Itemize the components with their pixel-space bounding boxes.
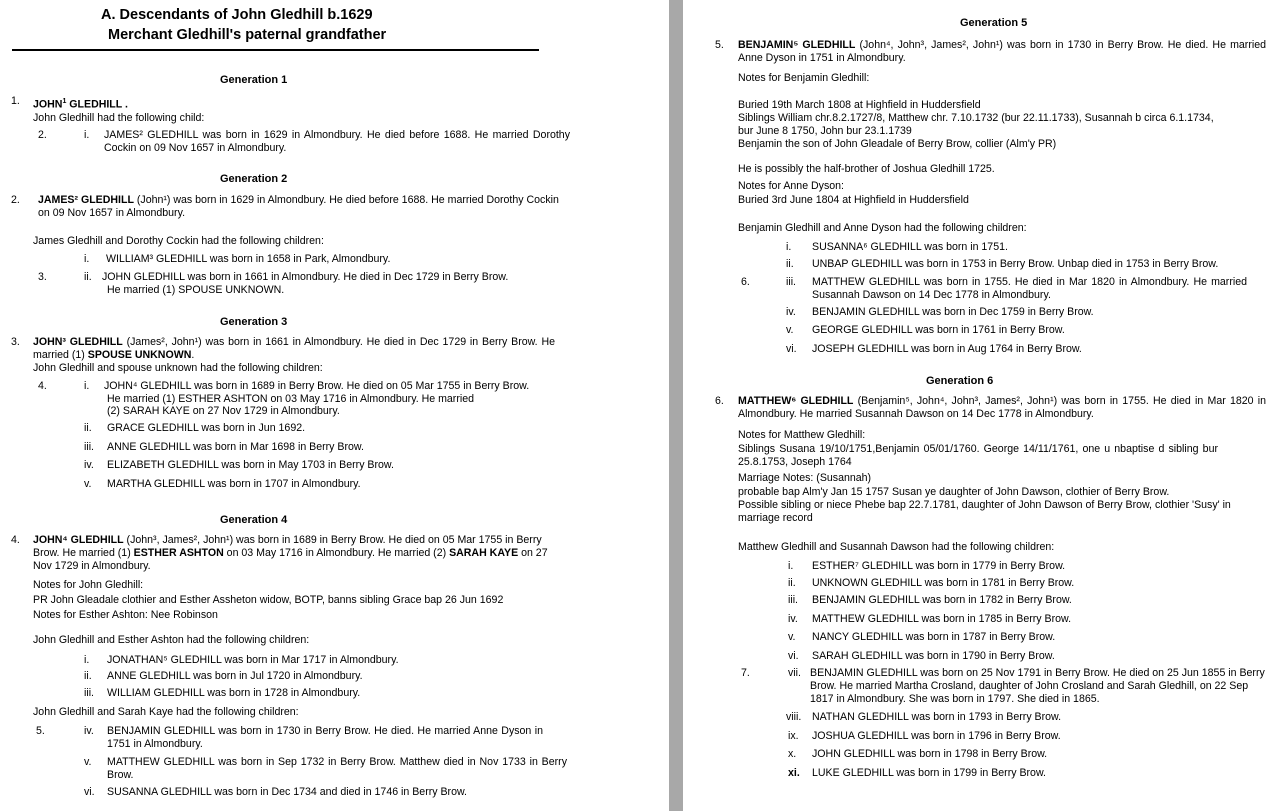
child-index: 7. <box>741 667 750 679</box>
child-entry: BENJAMIN GLEDHILL was born in 1730 in Berry Brow. He died. He married Anne Dyson in 1751 in Almondbury. <box>107 725 543 750</box>
child-entry: ANNE GLEDHILL was born in Mar 1698 in Berry Brow. <box>107 441 364 453</box>
child-entry: MATTHEW GLEDHILL was born in 1755. He died in Mar 1820 in Almondbury. He married Susannah Dawson on 14 Dec 1778 in Almondbury. <box>812 276 1247 301</box>
child-roman-numeral: iv. <box>788 613 798 625</box>
child-roman-numeral: ii. <box>786 258 794 270</box>
child-roman-numeral: iii. <box>84 687 95 699</box>
child-entry: GRACE GLEDHILL was born in Jun 1692. <box>107 422 306 434</box>
child-entry: GEORGE GLEDHILL was born in 1761 in Berry Brow. <box>812 324 1065 336</box>
generation-6-heading: Generation 6 <box>926 375 994 387</box>
child-roman-numeral: iv. <box>84 725 94 737</box>
child-entry: SARAH GLEDHILL was born in 1790 in Berry Brow. <box>812 650 1055 662</box>
person-6-entry: MATTHEW⁶ GLEDHILL (Benjamin⁵, John⁴, John³, James², John¹) was born in 1755. He died in Mar 1820 in Almondbury. He married Susannah Dawson on 14 Dec 1778 in Almondbury. <box>738 395 1266 420</box>
notes-heading: Notes for Benjamin Gledhill: <box>738 72 870 84</box>
child-roman-numeral: vii. <box>788 667 801 679</box>
person-3-children-intro: John Gledhill and spouse unknown had the following children: <box>33 362 323 374</box>
child-entry: LUKE GLEDHILL was born in 1799 in Berry Brow. <box>812 767 1046 779</box>
person-4-entry: JOHN⁴ GLEDHILL (John³, James², John¹) was born in 1689 in Berry Brow. He died on 05 Mar 1755 in Berry Brow. He married (1) ESTHER ASHTON on 03 May 1716 in Almondbury. He married (2) SARAH KAYE on 27 Nov 1729 in Almondbury. <box>33 534 548 572</box>
child-roman-numeral: iii. <box>786 276 797 288</box>
child-entry: UNKNOWN GLEDHILL was born in 1781 in Berry Brow. <box>812 577 1075 589</box>
generation-5-heading: Generation 5 <box>960 17 1028 29</box>
person-3-entry: JOHN³ GLEDHILL (James², John¹) was born in 1661 in Almondbury. He died in Dec 1729 in Berry Brow. He married (1) SPOUSE UNKNOWN. <box>33 336 555 361</box>
person-4-children-intro: John Gledhill and Esther Ashton had the following children: <box>33 634 310 646</box>
child-index: 4. <box>38 380 47 392</box>
child-roman-numeral: x. <box>788 748 797 760</box>
child-index: 3. <box>38 271 47 283</box>
child-index: 5. <box>36 725 45 737</box>
child-entry: ELIZABETH GLEDHILL was born in May 1703 in Berry Brow. <box>107 459 394 471</box>
child-roman-numeral: ix. <box>788 730 799 742</box>
child-entry: JOSHUA GLEDHILL was born in 1796 in Berry Brow. <box>812 730 1061 742</box>
child-roman-numeral: ii. <box>84 422 92 434</box>
child-entry: NANCY GLEDHILL was born in 1787 in Berry Brow. <box>812 631 1056 643</box>
child-entry: JOSEPH GLEDHILL was born in Aug 1764 in Berry Brow. <box>812 343 1082 355</box>
right-document-page <box>683 0 1285 811</box>
child-roman-numeral: viii. <box>786 711 802 723</box>
child-entry: JOHN⁴ GLEDHILL was born in 1689 in Berry Brow. He died on 05 Mar 1755 in Berry Brow. <box>104 380 530 392</box>
generation-4-heading: Generation 4 <box>220 514 288 526</box>
child-entry: SUSANNA GLEDHILL was born in Dec 1734 and died in 1746 in Berry Brow. <box>107 786 467 798</box>
notes-line: Siblings Susana 19/10/1751,Benjamin 05/01/1760. George 14/11/1761, one u nbaptise d sibling bur 25.8.1753, Joseph 1764 <box>738 443 1218 468</box>
notes-line: Notes for Esther Ashton: Nee Robinson <box>33 609 218 621</box>
person-2-entry: JAMES² GLEDHILL (John¹) was born in 1629 in Almondbury. He died before 1688. He married Dorothy Cockin on 09 Nov 1657 in Almondbury. <box>38 194 559 219</box>
page-gutter <box>669 0 683 811</box>
child-index: 6. <box>741 276 750 288</box>
child-entry: BENJAMIN GLEDHILL was born in Dec 1759 in Berry Brow. <box>812 306 1094 318</box>
child-entry: JONATHAN⁵ GLEDHILL was born in Mar 1717 in Almondbury. <box>107 654 399 666</box>
generation-3-heading: Generation 3 <box>220 316 288 328</box>
child-roman-numeral: i. <box>84 380 90 392</box>
child-roman-numeral: iii. <box>84 441 95 453</box>
child-entry: ESTHER⁷ GLEDHILL was born in 1779 in Berry Brow. <box>812 560 1066 572</box>
child-entry: MARTHA GLEDHILL was born in 1707 in Almondbury. <box>107 478 361 490</box>
child-roman-numeral: vi. <box>788 650 799 662</box>
child-roman-numeral: ii. <box>84 271 92 283</box>
person-5-index: 5. <box>715 39 724 51</box>
child-entry: WILLIAM³ GLEDHILL was born in 1658 in Park, Almondbury. <box>106 253 391 265</box>
child-entry-continued: (2) SARAH KAYE on 27 Nov 1729 in Almondbury. <box>107 405 340 417</box>
child-entry: WILLIAM GLEDHILL was born in 1728 in Almondbury. <box>107 687 361 699</box>
child-entry: BENJAMIN GLEDHILL was born on 25 Nov 1791 in Berry Brow. He died on 25 Jun 1855 in Berry Brow. He married Martha Crosland, daughter of John Crosland and Sarah Gledhill, on 22 Sep 1817 in Almondbury. She was born in 1797. She died in 1865. <box>810 667 1265 705</box>
notes-line: Buried 3rd June 1804 at Highfield in Huddersfield <box>738 194 969 206</box>
child-entry: MATTHEW GLEDHILL was born in 1785 in Berry Brow. <box>812 613 1072 625</box>
generation-2-heading: Generation 2 <box>220 173 288 185</box>
child-roman-numeral: xi. <box>788 767 800 779</box>
child-roman-numeral: i. <box>84 654 90 666</box>
title-rule <box>12 49 539 51</box>
child-entry: JAMES² GLEDHILL was born in 1629 in Almondbury. He died before 1688. He married Dorothy Cockin on 09 Nov 1657 in Almondbury. <box>104 129 570 154</box>
notes-line: Siblings William chr.8.2.1727/8, Matthew chr. 7.10.1732 (bur 22.11.1733), Susannah b circa 6.1.1734, bur June 8 1750, John bur 23.1.1739 <box>738 112 1214 137</box>
notes-line: He is possibly the half-brother of Joshua Gledhill 1725. <box>738 163 995 175</box>
child-roman-numeral: iv. <box>786 306 796 318</box>
person-3-index: 3. <box>11 336 20 348</box>
child-index: 2. <box>38 129 47 141</box>
person-1-children-intro: John Gledhill had the following child: <box>33 112 205 124</box>
generation-1-heading: Generation 1 <box>220 74 288 86</box>
child-roman-numeral: v. <box>84 756 92 768</box>
notes-heading: Marriage Notes: (Susannah) <box>738 472 872 484</box>
notes-line: probable bap Alm'y Jan 15 1757 Susan ye daughter of John Dawson, clothier of Berry Brow. <box>738 486 1170 498</box>
person-5-entry: BENJAMIN⁵ GLEDHILL (John⁴, John³, James², John¹) was born in 1730 in Berry Brow. He died. He married Anne Dyson in 1751 in Almondbury. <box>738 39 1266 64</box>
person-1-name: JOHN$^1$ GLEDHILL . <box>33 98 128 111</box>
person-1-index: 1. <box>11 95 20 107</box>
notes-heading: Notes for Matthew Gledhill: <box>738 429 866 441</box>
person-4-children-intro-2: John Gledhill and Sarah Kaye had the following children: <box>33 706 299 718</box>
child-entry: ANNE GLEDHILL was born in Jul 1720 in Almondbury. <box>107 670 363 682</box>
person-4-index: 4. <box>11 534 20 546</box>
child-roman-numeral: iii. <box>788 594 799 606</box>
child-entry: BENJAMIN GLEDHILL was born in 1782 in Berry Brow. <box>812 594 1072 606</box>
document-subtitle: Merchant Gledhill's paternal grandfather <box>108 27 387 43</box>
notes-line: Buried 19th March 1808 at Highfield in Huddersfield <box>738 99 981 111</box>
child-roman-numeral: vi. <box>786 343 797 355</box>
notes-heading: Notes for Anne Dyson: <box>738 180 844 192</box>
notes-line: Benjamin the son of John Gleadale of Berry Brow, collier (Alm'y PR) <box>738 138 1057 150</box>
child-entry: JOHN GLEDHILL was born in 1661 in Almondbury. He died in Dec 1729 in Berry Brow. <box>102 271 509 283</box>
child-roman-numeral: v. <box>84 478 92 490</box>
child-roman-numeral: ii. <box>84 670 92 682</box>
child-roman-numeral: i. <box>788 560 794 572</box>
child-roman-numeral: iv. <box>84 459 94 471</box>
child-entry: UNBAP GLEDHILL was born in 1753 in Berry Brow. Unbap died in 1753 in Berry Brow. <box>812 258 1219 270</box>
person-2-index: 2. <box>11 194 20 206</box>
document-title: A. Descendants of John Gledhill b.1629 <box>101 7 373 23</box>
child-roman-numeral: i. <box>84 253 90 265</box>
child-entry: JOHN GLEDHILL was born in 1798 in Berry Brow. <box>812 748 1048 760</box>
notes-line: PR John Gleadale clothier and Esther Assheton widow, BOTP, banns sibling Grace bap 26 Jun 1692 <box>33 594 504 606</box>
child-roman-numeral: v. <box>786 324 794 336</box>
person-2-children-intro: James Gledhill and Dorothy Cockin had the following children: <box>33 235 324 247</box>
notes-line: Possible sibling or niece Phebe bap 22.7.1781, daughter of John Dawson of Berry Brow, clothier 'Susy' in marriage record <box>738 499 1231 524</box>
person-6-children-intro: Matthew Gledhill and Susannah Dawson had the following children: <box>738 541 1055 553</box>
child-entry: SUSANNA⁶ GLEDHILL was born in 1751. <box>812 241 1008 253</box>
child-entry-continued: He married (1) ESTHER ASHTON on 03 May 1716 in Almondbury. He married <box>107 393 474 405</box>
child-roman-numeral: vi. <box>84 786 95 798</box>
notes-heading: Notes for John Gledhill: <box>33 579 144 591</box>
person-5-children-intro: Benjamin Gledhill and Anne Dyson had the following children: <box>738 222 1027 234</box>
child-roman-numeral: i. <box>84 129 90 141</box>
child-roman-numeral: v. <box>788 631 796 643</box>
child-roman-numeral: ii. <box>788 577 796 589</box>
child-roman-numeral: i. <box>786 241 792 253</box>
child-entry-continued: He married (1) SPOUSE UNKNOWN. <box>107 284 285 296</box>
child-entry: NATHAN GLEDHILL was born in 1793 in Berry Brow. <box>812 711 1062 723</box>
person-6-index: 6. <box>715 395 724 407</box>
child-entry: MATTHEW GLEDHILL was born in Sep 1732 in Berry Brow. Matthew died in Nov 1733 in Berry Brow. <box>107 756 567 781</box>
